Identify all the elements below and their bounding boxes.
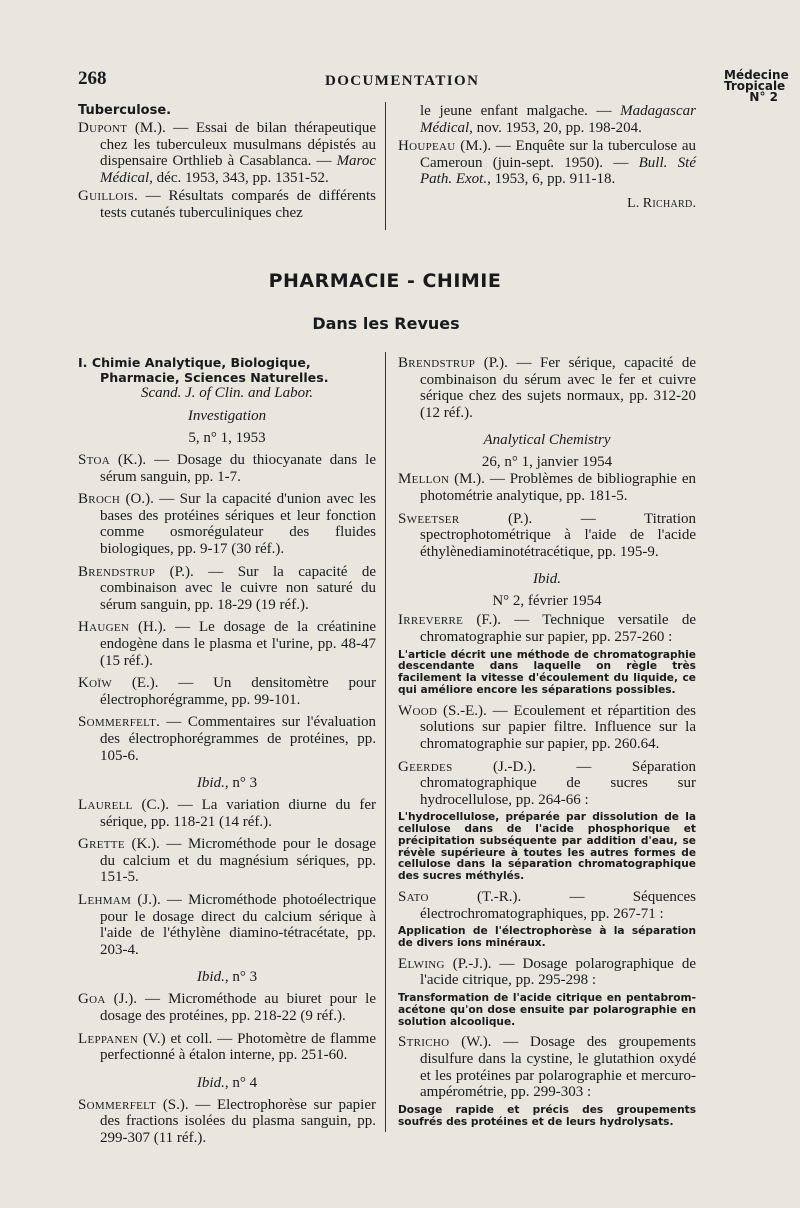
signature-initial: L. — [627, 195, 643, 211]
bib-entry — [398, 471, 696, 504]
bib-entry — [78, 892, 376, 958]
author: Koïw — [78, 675, 113, 692]
entry-text: et coll. — Photomètre de flamme perfectionné à étalon interne, pp. 251-60. — [100, 1030, 376, 1064]
column-divider-top — [385, 102, 386, 230]
ibid-heading: Ibid. — [533, 571, 561, 588]
bib-entry — [398, 612, 696, 645]
author: Stricho — [398, 1034, 450, 1051]
author: Sato — [398, 889, 429, 906]
entry-text: — La variation diurne du fer sérique, pp. 118-21 (14 réf.). — [100, 797, 377, 830]
initials: (K.). — [109, 452, 147, 468]
initials: (P.). — [475, 355, 508, 371]
initials: (J.-D.). — [452, 758, 536, 775]
initials: (P.-J.). — [444, 955, 492, 972]
initials: (M.). — [449, 471, 485, 488]
initials: (J.). — [105, 991, 137, 1008]
bib-entry — [78, 619, 376, 669]
bib-entry — [398, 889, 696, 922]
entry-text: — Technique versatile de chromatographie sur papier, pp. 257-260 : — [420, 612, 696, 645]
ibid-label: Ibid. — [196, 1074, 225, 1091]
initials: (W.). — [449, 1034, 492, 1051]
journal-mark-line-1: Médecine — [724, 68, 789, 82]
author: Dupont — [78, 120, 128, 136]
bib-entry-continuation — [398, 103, 696, 136]
ibid-heading — [78, 774, 376, 792]
journal-name: Analytical Chemistry — [483, 432, 611, 449]
top-col-1 — [78, 103, 376, 228]
journal-mark — [724, 68, 789, 104]
ibid-heading — [78, 968, 376, 986]
entry-text: — Un densitomètre pour électrophorégramme, pp. 99-101. — [100, 675, 376, 708]
author: Brendstrup — [78, 563, 156, 580]
entry-text: — Dosage des groupements disulfure dans la cystine, le glutathion oxydé et les protéines par polarographie et mercuro-ampérométrie, pp. 299-303 : — [420, 1034, 696, 1101]
entry-details: , nov. 1953, 20, pp. 198-204. — [469, 119, 642, 136]
entry-text: — Microméthode au biuret pour le dosage des protéines, pp. 218-22 (9 réf.). — [100, 991, 377, 1025]
author: Sweetser — [398, 510, 460, 527]
initials: (K.). — [124, 836, 160, 853]
section-title: PHARMACIE - CHIMIE — [268, 270, 502, 292]
issue-info: 26, n° 1, janvier 1954 — [481, 454, 613, 471]
initials: . — [156, 714, 160, 731]
entry-text: — Séquences électrochromatographiques, pp. 267-71 : — [420, 889, 696, 922]
abstract-note: Transformation de l'acide citrique en pentabrom-acétone qu'on dose ensuite par polarographie en solution alcoolique. — [398, 992, 696, 1028]
initials: (E.). — [112, 675, 159, 692]
bib-entry — [78, 836, 376, 886]
abstract-note: L'hydrocellulose, préparée par dissolution de la cellulose dans de l'acide phosphorique et précipitation subséquente par addition d'eau, se révèle supérieure à toutes les autres formes de cellulose dans la séparation chromatographique des sucres méthylés. — [398, 811, 696, 883]
source-journal: Bull. Sté Path. Exot. — [420, 154, 697, 188]
journal-name-line-2: Investigation — [187, 408, 267, 424]
entry-text: — Microméthode photoélectrique pour le dosage direct du calcium sérique à l'aide de l'éthylène diamino-tétracétate, pp. 203-4. — [100, 892, 376, 958]
entry-text: — Commentaires sur l'évaluation des électrophorégrammes de protéines, pp. 105-6. — [100, 714, 376, 764]
initials: (M.). — [455, 138, 492, 155]
author: Sommerfelt — [78, 1096, 157, 1113]
entry-text: — Ecoulement et répartition des solutions sur papier filtre. Influence sur la chromatographie sur papier, pp. 260.64. — [420, 702, 696, 752]
initials: (S.-E.). — [437, 702, 487, 719]
section-subtitle: Dans les Revues — [312, 314, 460, 333]
initials: (F.). — [463, 612, 502, 629]
initials: (T.-R.). — [428, 889, 522, 906]
page-number: 268 — [78, 68, 107, 89]
entry-text: — Séparation chromatographique de sucres sur hydrocellulose, pp. 264-66 : — [420, 758, 696, 808]
author: Grette — [78, 836, 125, 853]
journal-mark-line-3: N° 2 — [749, 90, 778, 104]
bib-entry — [78, 120, 376, 186]
entry-text: — Fer sérique, capacité de combinaison du sérum avec le fer et cuivre sérique chez des sujets normaux, pp. 312-20 (12 réf.). — [420, 355, 697, 421]
initials: (P.). — [155, 563, 194, 580]
right-column — [398, 355, 696, 1134]
entry-text: — Résultats comparés de différents tests cutanés tuberculiniques chez — [100, 188, 376, 221]
bib-entry — [398, 138, 696, 188]
author: Houpeau — [398, 138, 456, 155]
initials: . — [134, 188, 138, 205]
bib-entry — [78, 1031, 376, 1064]
entry-text: — Dosage du thiocyanate dans le sérum sanguin, pp. 1-7. — [100, 452, 376, 485]
bib-entry — [78, 564, 376, 614]
column-divider-main — [385, 352, 386, 1132]
bib-entry — [398, 1034, 696, 1100]
author: Geerdes — [398, 758, 453, 775]
author: Broch — [78, 491, 121, 508]
author: Mellon — [398, 471, 450, 488]
bib-entry — [78, 1097, 376, 1147]
author: Sommerfelt — [78, 714, 157, 731]
entry-text: — Microméthode pour le dosage du calcium et du magnésium sériques, pp. 151-5. — [100, 836, 377, 886]
ibid-label: Ibid. — [196, 775, 225, 792]
journal-name: Scand. J. of Clin. and Labor. — [140, 385, 314, 401]
entry-text: — Titration spectrophotométrique à l'aide de l'acide éthylènediaminotétracétique, pp. 195-9. — [420, 510, 697, 560]
ibid-issue: , n° 3 — [224, 969, 258, 986]
bib-entry — [398, 355, 696, 421]
bib-entry — [78, 991, 376, 1024]
top-col-2 — [398, 103, 696, 212]
ibid-label: Ibid. — [196, 969, 225, 986]
running-title: DOCUMENTATION — [325, 73, 480, 89]
source-journal: Madagascar Médical — [420, 103, 696, 136]
ibid-heading — [78, 1074, 376, 1092]
entry-text: — Electrophorèse sur papier des fractions isolées du plasma sanguin, pp. 299-307 (11 réf.). — [100, 1096, 376, 1146]
abstract-note: Application de l'électrophorèse à la séparation de divers ions minéraux. — [398, 925, 696, 950]
author: Laurell — [78, 797, 133, 814]
author: Leppanen — [78, 1030, 139, 1047]
subsection-heading-line-2: Pharmacie, Sciences Naturelles. — [100, 370, 329, 385]
author: Brendstrup — [398, 355, 476, 371]
bib-entry — [78, 188, 376, 221]
entry-text: le jeune enfant malgache. — — [420, 103, 621, 119]
abstract-note: L'article décrit une méthode de chromatographie descendante dans laquelle on règle très facilement la vitesse d'écoulement du liquide, ce qui améliore encore les séparations possibles. — [398, 648, 696, 696]
author: Lehmam — [78, 892, 132, 909]
signature-name: Richard — [642, 195, 693, 211]
initials: (M.). — [127, 120, 166, 136]
bib-entry — [78, 714, 376, 764]
bib-entry — [78, 452, 376, 485]
author: Stoa — [78, 452, 110, 468]
bib-entry — [398, 703, 696, 753]
bib-entry — [78, 675, 376, 708]
author: Elwing — [398, 955, 445, 972]
entry-text: — Problèmes de bibliographie en photométrie analytique, pp. 181-5. — [420, 471, 697, 504]
initials: (J.). — [131, 892, 161, 909]
initials: (P.). — [459, 510, 533, 527]
initials: (S.). — [156, 1096, 189, 1113]
initials: (O.). — [120, 491, 154, 508]
initials: (H.). — [129, 619, 167, 636]
left-column — [78, 355, 376, 1153]
initials: (C.). — [132, 797, 169, 814]
bib-entry — [78, 797, 376, 830]
author: Haugen — [78, 619, 130, 636]
bib-entry — [398, 511, 696, 561]
bib-entry — [398, 759, 696, 809]
entry-details: , déc. 1953, 343, pp. 1351-52. — [149, 169, 329, 186]
entry-text: — Dosage polarographique de l'acide citrique, pp. 295-298 : — [420, 955, 696, 989]
entry-text: — Sur la capacité de combinaison avec le cuivre non saturé du sérum sanguin, pp. 18-29 (19 réf.). — [100, 563, 376, 613]
section-heading-tuberculose: Tuberculose. — [78, 103, 172, 118]
author: Irreverre — [398, 612, 464, 629]
ibid-issue: , n° 4 — [224, 1074, 258, 1091]
author: Guillois — [78, 188, 135, 205]
entry-text: — Essai de bilan thérapeutique chez les tuberculeux musulmans dépistés au dispensaire Orthlieb à Casablanca. — — [100, 120, 376, 170]
abstract-note: Dosage rapide et précis des groupements soufrés des protéines et de leurs hydrolysats. — [398, 1103, 696, 1128]
ibid-issue: , n° 3 — [224, 775, 258, 792]
subsection-heading-line-1: I. Chimie Analytique, Biologique, — [78, 355, 311, 370]
entry-text: — Le dosage de la créatinine endogène dans le plasma et l'urine, pp. 48-47 (15 réf.). — [100, 619, 376, 669]
entry-text: — Enquête sur la tuberculose au Cameroun (juin-sept. 1950). — — [420, 138, 696, 171]
issue-info: 5, n° 1, 1953 — [188, 430, 266, 446]
entry-details: , 1953, 6, pp. 911-18. — [487, 171, 616, 188]
signature-end: . — [692, 195, 696, 211]
author: Goa — [78, 991, 106, 1008]
signature — [398, 196, 696, 212]
source-journal: Maroc Médical — [100, 153, 376, 186]
bib-entry — [78, 491, 376, 557]
journal-mark-line-2: Tropicale — [724, 79, 786, 93]
bib-entry — [398, 956, 696, 989]
author: Wood — [398, 702, 438, 719]
initials: (V.) — [138, 1030, 166, 1047]
entry-text: — Sur la capacité d'union avec les bases des protéines sériques et leur fonction comme osmorégulateur des fluides biologiques, pp. 9-17 (30 réf.). — [100, 491, 377, 557]
issue-info: N° 2, février 1954 — [492, 593, 602, 610]
